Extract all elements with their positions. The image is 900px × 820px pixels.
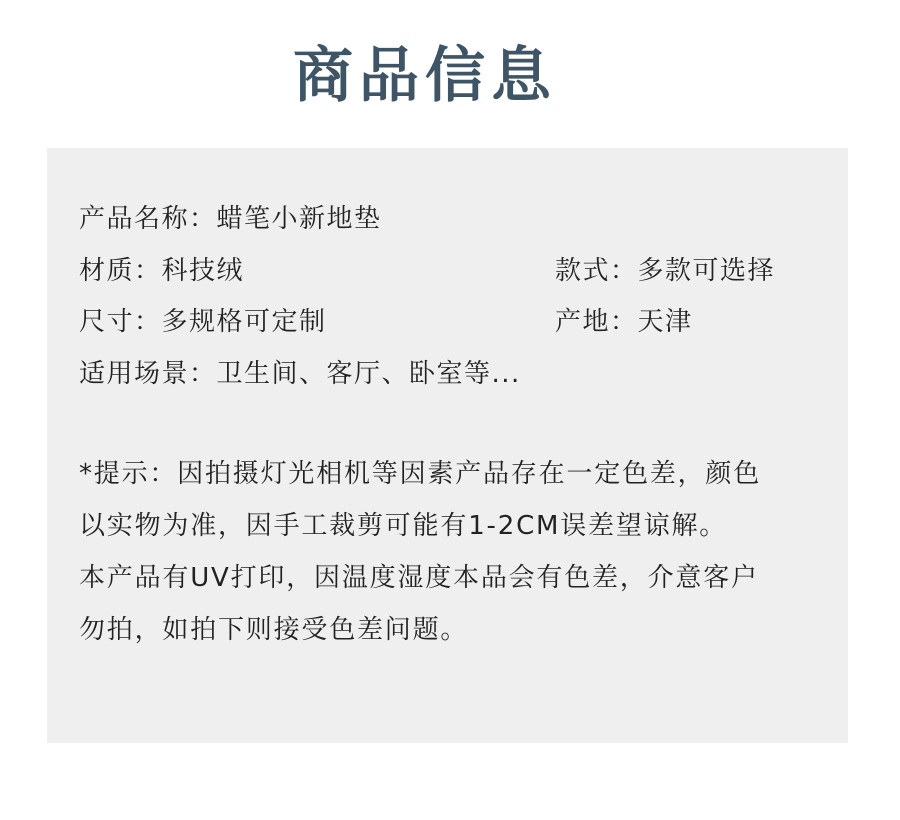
spec-usage: 适用场景：卫生间、客厅、卧室等... <box>79 359 521 389</box>
notice-line: 以实物为准，因手工裁剪可能有1-2CM误差望谅解。 <box>79 511 728 541</box>
product-info-panel <box>47 148 848 743</box>
spec-material: 材质：科技绒 <box>79 256 245 286</box>
spec-product-name: 产品名称：蜡笔小新地垫 <box>79 204 382 234</box>
spec-origin: 产地：天津 <box>555 307 693 337</box>
spec-style: 款式：多款可选择 <box>555 256 776 286</box>
page-title: 商品信息 <box>293 41 557 111</box>
notice-line: 本产品有UV打印，因温度湿度本品会有色差，介意客户 <box>79 563 759 593</box>
notice-line: *提示：因拍摄灯光相机等因素产品存在一定色差，颜色 <box>79 459 762 489</box>
notice-line: 勿拍，如拍下则接受色差问题。 <box>79 615 469 645</box>
spec-size: 尺寸：多规格可定制 <box>79 307 327 337</box>
